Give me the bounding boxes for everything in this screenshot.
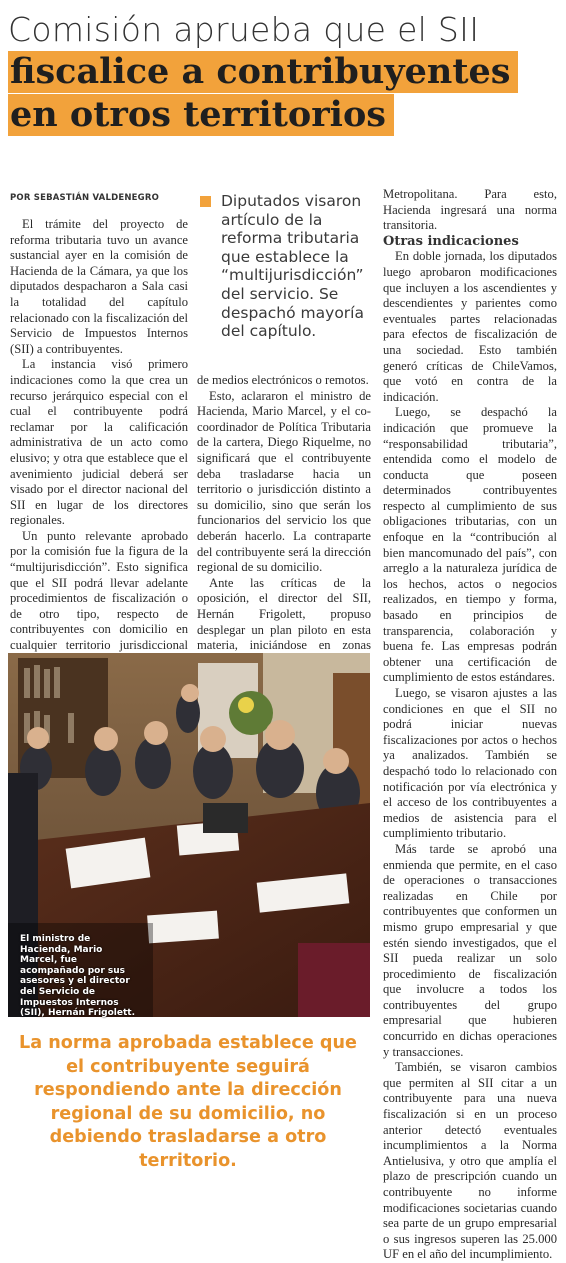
- subheading: Otras indicaciones: [383, 233, 519, 249]
- byline: POR SEBASTIÁN VALDENEGRO: [10, 193, 160, 203]
- photo-caption: El ministro de Hacienda, Mario Marcel, fue acompañado por sus asesores y el director del Servicio de Impuestos Internos (SII), Hernán Frigolett.: [20, 934, 135, 1019]
- paragraph: Luego, se despachó la indicación que promueve la “responsabilidad tributaria”, entendida como el modelo de conducta que poseen determinados contribuyentes respecto al cumplimiento de sus obligaciones tributarias, con un enfoque en la “contribución al bien mancomunado del país”, con arreglo a la naturaleza jurídica de los hechos, actos o negocios realizados, en tiempo y forma, basado en principios de transparencia, colaboración y buena fe. Las empresas podrán obtener una certificación de cumplimiento de estos estándares.: [383, 405, 557, 685]
- paragraph: Metropolitana. Para esto, Hacienda ingresará una norma transitoria.: [383, 187, 557, 233]
- headline-line-2: fiscalice a contribuyentes: [8, 51, 518, 93]
- paragraph: Más tarde se aprobó una enmienda que permite, en el caso de operaciones o transacciones realizadas en Chile por contribuyentes que conformen un mismo grupo empresarial y que estén siendo investigados, que el SII pueda realizar un solo procedimiento de fiscalización que involucre a todos los contribuyentes del grupo empresarial que hubieren concurrido en dichas operaciones y transacciones.: [383, 841, 557, 1059]
- square-bullet-icon: [200, 196, 211, 207]
- article-column-2: [197, 373, 371, 669]
- highlight-quote: La norma aprobada establece que el contribuyente seguirá respondiendo ante la dirección regional de su domicilio, no debiendo trasladarse a otro territorio.: [19, 1033, 357, 1171]
- paragraph: Ante las críticas de la oposición, el director del SII, Hernán Frigolett, propuso desplegar un plan piloto en esta materia, iniciándose en zonas: [197, 575, 371, 653]
- paragraph: Luego, se visaron ajustes a las condiciones en que el SII no podrá iniciar nuevas fiscalizaciones por actos o hechos ya analizados. También se despachó todo lo relacionado con notificación por vía electrónica y el acceso de los contribuyentes a medios de asistencia para el cumplimiento tributario.: [383, 686, 557, 841]
- paragraph: En doble jornada, los diputados luego aprobaron modificaciones que incluyen a los ascendientes y descendientes y parientes como eventuales partes relacionadas para efectos de fiscalización de una sociedad. Esto también generó críticas de ChileVamos, que votó en contra de la indicación.: [383, 249, 557, 404]
- headline: [8, 10, 558, 136]
- paragraph: El trámite del proyecto de reforma tributaria tuvo un avance sustancial ayer en la comisión de Hacienda de la Cámara, ya que los diputados despacharon a Sala casi la totalidad del capítulo relacionado con la fiscalización del Servicio de Impuestos Internos (SII) a contribuyentes.: [10, 217, 188, 356]
- paragraph: Un punto relevante aprobado por la comisión fue la figura de la “multijurisdicción”. Esto significa que el SII podrá llevar adelante procedimientos de fiscalización o de otro tipo, respecto de contribuyentes con domicilio en cualquier territorio jurisdiccional: [10, 528, 188, 653]
- paragraph: Esto, aclararon el ministro de Hacienda, Mario Marcel, y el co-coordinador de Política Tributaria de la cartera, Diego Riquelme, no significará que el contribuyente deba trasladarse hacia un territorio o jurisdicción distinto a su domicilio, sino que serán los funcionarios del servicio los que deberán hacerlo. La contraparte del contribuyente será la dirección regional de su domicilio.: [197, 388, 371, 575]
- article-column-1: [10, 217, 188, 685]
- article-column-3: [383, 187, 557, 1263]
- paragraph: También, se visaron cambios que permiten al SII citar a un contribuyente para una nueva fiscalización si en un proceso anterior detectó eventuales incumplimientos a la Norma Antielusiva, y otro que amplía el plazo de prescripción cuando un contribuyente no informe modificaciones societarias cuando sea parte de un grupo empresarial o sus ingresos superen las 25.000 UF en el año del incumplimiento.: [383, 1060, 557, 1262]
- paragraph: La instancia visó primero indicaciones como la que crea un recurso jerárquico especial con el cual el contribuyente podrá reclamar por la calificación administrativa de un acto como elusivo; y otra que establece que el avenimiento judicial deberá ser visado por el director nacional del SII en lugar de los directores regionales.: [10, 357, 188, 528]
- paragraph: de medios electrónicos o remotos.: [197, 373, 369, 387]
- headline-line-3: en otros territorios: [8, 94, 394, 136]
- pull-quote-text: Diputados visaron artículo de la reforma tributaria que establece la “multijurisdicción” del servicio. Se despachó mayoría del capítulo.: [221, 192, 364, 341]
- headline-line-1: Comisión aprueba que el SII: [8, 10, 480, 49]
- pull-quote: [200, 192, 370, 341]
